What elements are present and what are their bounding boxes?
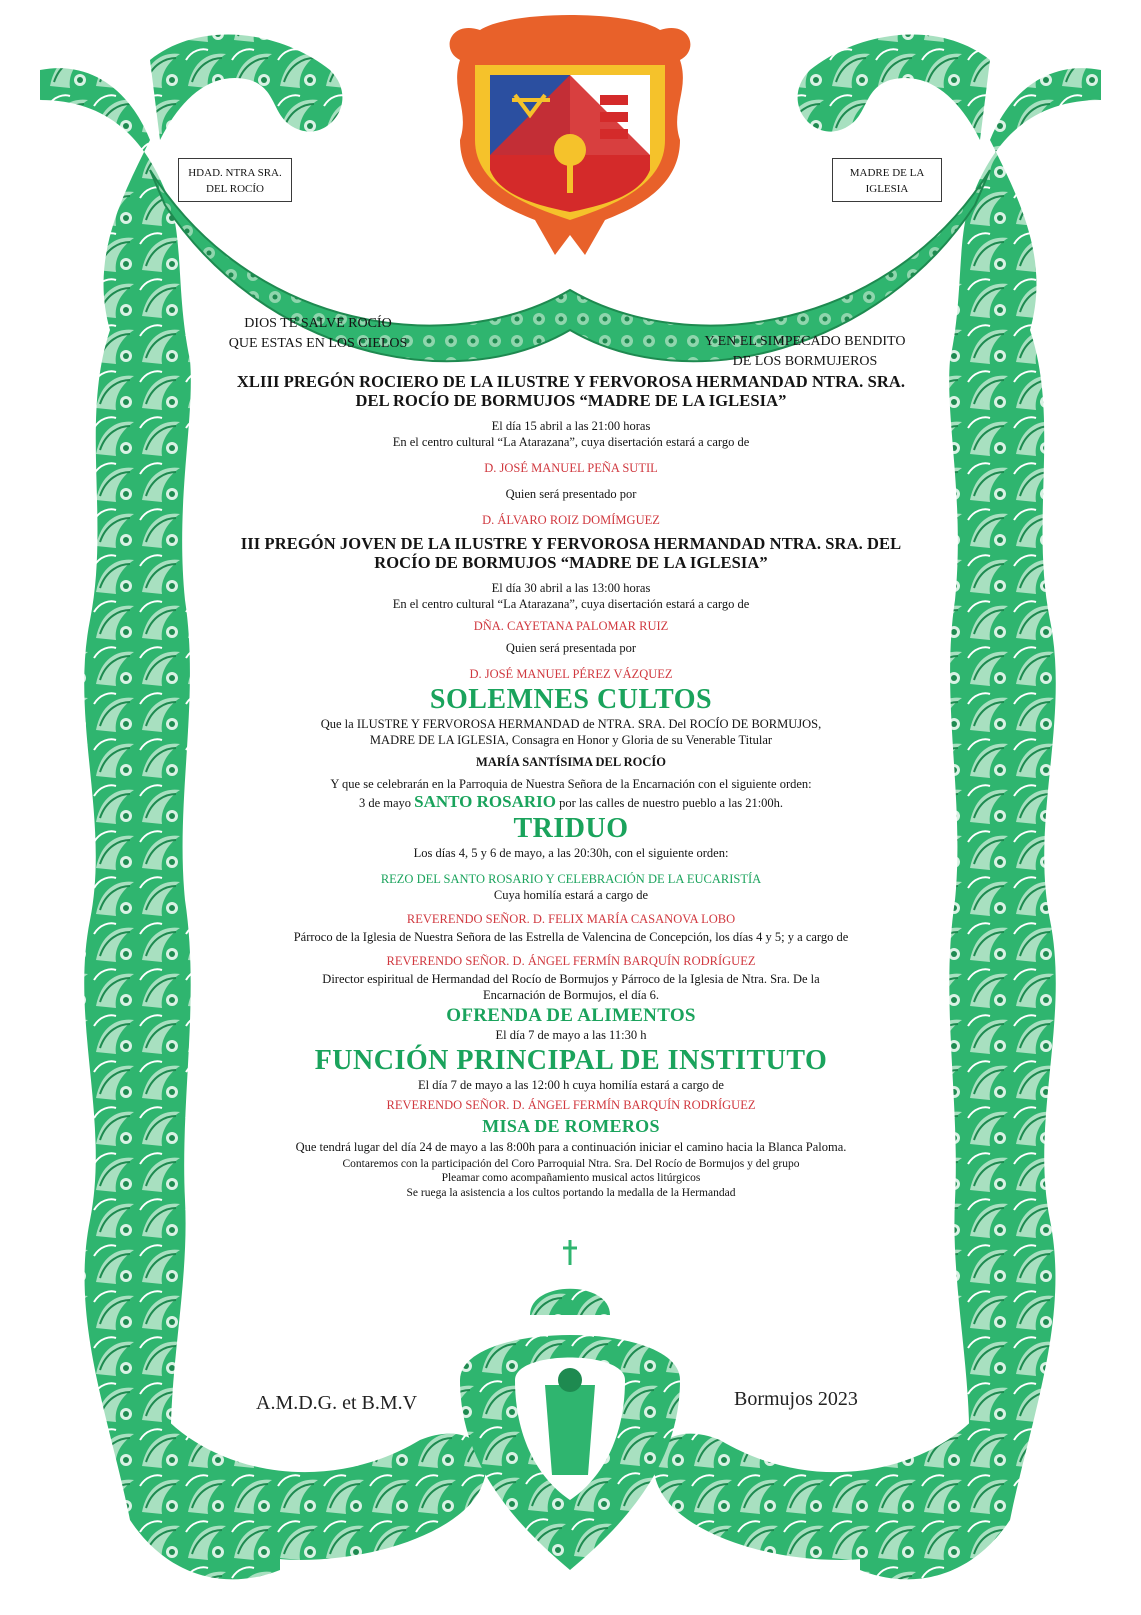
pregon-1-speaker: D. JOSÉ MANUEL PEÑA SUTIL bbox=[484, 461, 658, 475]
misa-coro: Contaremos con la participación del Coro Parroquial Ntra. Sra. Del Rocío de Bormujos y del grupo Pleamar como acompañamiento musical actos litúrgicos bbox=[342, 1158, 800, 1184]
pregon-2-when: El día 30 abril a las 13:00 horas bbox=[491, 581, 651, 595]
cultos-titular: MARÍA SANTÍSIMA DEL ROCÍO bbox=[476, 755, 666, 769]
misa-medalla: Se ruega la asistencia a los cultos portando la medalla de la Hermandad bbox=[406, 1187, 736, 1199]
top-right-scroll bbox=[798, 35, 990, 140]
left-greeting: DIOS TE SALVE ROCÍO QUE ESTAS EN LOS CIELOS bbox=[228, 316, 408, 351]
cultos-title: SOLEMNES CULTOS bbox=[429, 684, 713, 715]
left-box-text: HDAD. NTRA SRA. DEL ROCÍO bbox=[188, 167, 282, 195]
triduo-priest-1: REVERENDO SEÑOR. D. FELIX MARÍA CASANOVA LOBO bbox=[406, 912, 736, 926]
right-greeting: Y EN EL SIMPECADO BENDITO DE LOS BORMUJEROS bbox=[704, 334, 906, 369]
pregon-1-title: XLIII PREGÓN ROCIERO DE LA ILUSTRE Y FERVOROSA HERMANDAD NTRA. SRA. DEL ROCÍO DE BORMUJOS “MADRE DE LA IGLESIA” bbox=[236, 372, 906, 410]
footer-right: Bormujos 2023 bbox=[734, 1388, 858, 1410]
footer-left: A.M.D.G. et B.M.V bbox=[256, 1392, 418, 1414]
cultos-intro: Que la ILUSTRE Y FERVOROSA HERMANDAD de NTRA. SRA. Del ROCÍO DE BORMUJOS, MADRE DE LA IGLESIA, Consagra en Honor y Gloria de su Venerable Titular bbox=[320, 717, 822, 747]
triduo-priest-2-role: Director espiritual de Hermandad del Rocío de Bormujos y Párroco de la Iglesia de Ntra. Sra. De la Encarnación de Bormujos, el día 6. bbox=[322, 972, 820, 1002]
right-box-text: MADRE DE LA IGLESIA bbox=[849, 167, 925, 195]
pregon-1-presenter: D. ÁLVARO ROIZ DOMÍMGUEZ bbox=[482, 513, 660, 527]
triduo-days: Los días 4, 5 y 6 de mayo, a las 20:30h, con el siguiente orden: bbox=[413, 846, 729, 860]
left-box-label bbox=[178, 158, 292, 202]
rosario-date: 3 de mayo bbox=[358, 796, 415, 810]
misa-title: MISA DE ROMEROS bbox=[482, 1116, 660, 1136]
funcion-title: FUNCIÓN PRINCIPAL DE INSTITUTO bbox=[314, 1045, 828, 1076]
triduo-title: TRIDUO bbox=[513, 813, 629, 844]
coat-of-arms bbox=[450, 15, 691, 255]
pregon-2-where: En el centro cultural “La Atarazana”, cuya disertación estará a cargo de bbox=[392, 597, 750, 611]
ofrenda-when: El día 7 de mayo a las 11:30 h bbox=[495, 1028, 647, 1042]
right-box-label bbox=[832, 158, 942, 202]
funcion-priest: REVERENDO SEÑOR. D. ÁNGEL FERMÍN BARQUÍN RODRÍGUEZ bbox=[386, 1098, 756, 1112]
pregon-1-presented: Quien será presentado por bbox=[505, 487, 637, 501]
santo-rosario-title: SANTO ROSARIO bbox=[414, 792, 557, 811]
pregon-2-title: III PREGÓN JOVEN DE LA ILUSTRE Y FERVOROSA HERMANDAD NTRA. SRA. DEL ROCÍO DE BORMUJOS “MADRE DE LA IGLESIA” bbox=[240, 534, 902, 572]
triduo-rezo: REZO DEL SANTO ROSARIO Y CELEBRACIÓN DE LA EUCARISTÍA bbox=[380, 872, 762, 886]
pregon-1-when: El día 15 abril a las 21:00 horas bbox=[491, 419, 651, 433]
funcion-when: El día 7 de mayo a las 12:00 h cuya homilía estará a cargo de bbox=[418, 1078, 724, 1092]
misa-when: Que tendrá lugar del día 24 de mayo a las 8:00h para a continuación iniciar el camino hacia la Blanca Paloma. bbox=[295, 1140, 847, 1154]
triduo-homilia: Cuya homilía estará a cargo de bbox=[493, 888, 649, 902]
triduo-priest-1-role: Párroco de la Iglesia de Nuestra Señora de las Estrella de Valencina de Concepción, los días 4 y 5; y a cargo de bbox=[293, 930, 849, 944]
rosario-details: por las calles de nuestro pueblo a las 21:00h. bbox=[556, 796, 784, 810]
bottom-seal bbox=[460, 1240, 680, 1570]
pregon-2-presenter: D. JOSÉ MANUEL PÉREZ VÁZQUEZ bbox=[469, 667, 673, 681]
top-left-scroll bbox=[150, 35, 342, 140]
cultos-order: Y que se celebrarán en la Parroquia de Nuestra Señora de la Encarnación con el siguiente orden: bbox=[330, 777, 812, 791]
triduo-priest-2: REVERENDO SEÑOR. D. ÁNGEL FERMÍN BARQUÍN RODRÍGUEZ bbox=[386, 954, 756, 968]
main-content bbox=[190, 372, 952, 1201]
pregon-2-speaker: DÑA. CAYETANA PALOMAR RUIZ bbox=[473, 619, 669, 633]
pregon-2-presented: Quien será presentada por bbox=[505, 641, 637, 655]
pregon-1-where: En el centro cultural “La Atarazana”, cuya disertación estará a cargo de bbox=[392, 435, 750, 449]
ofrenda-title: OFRENDA DE ALIMENTOS bbox=[446, 1005, 696, 1026]
santo-rosario-line bbox=[190, 794, 952, 811]
